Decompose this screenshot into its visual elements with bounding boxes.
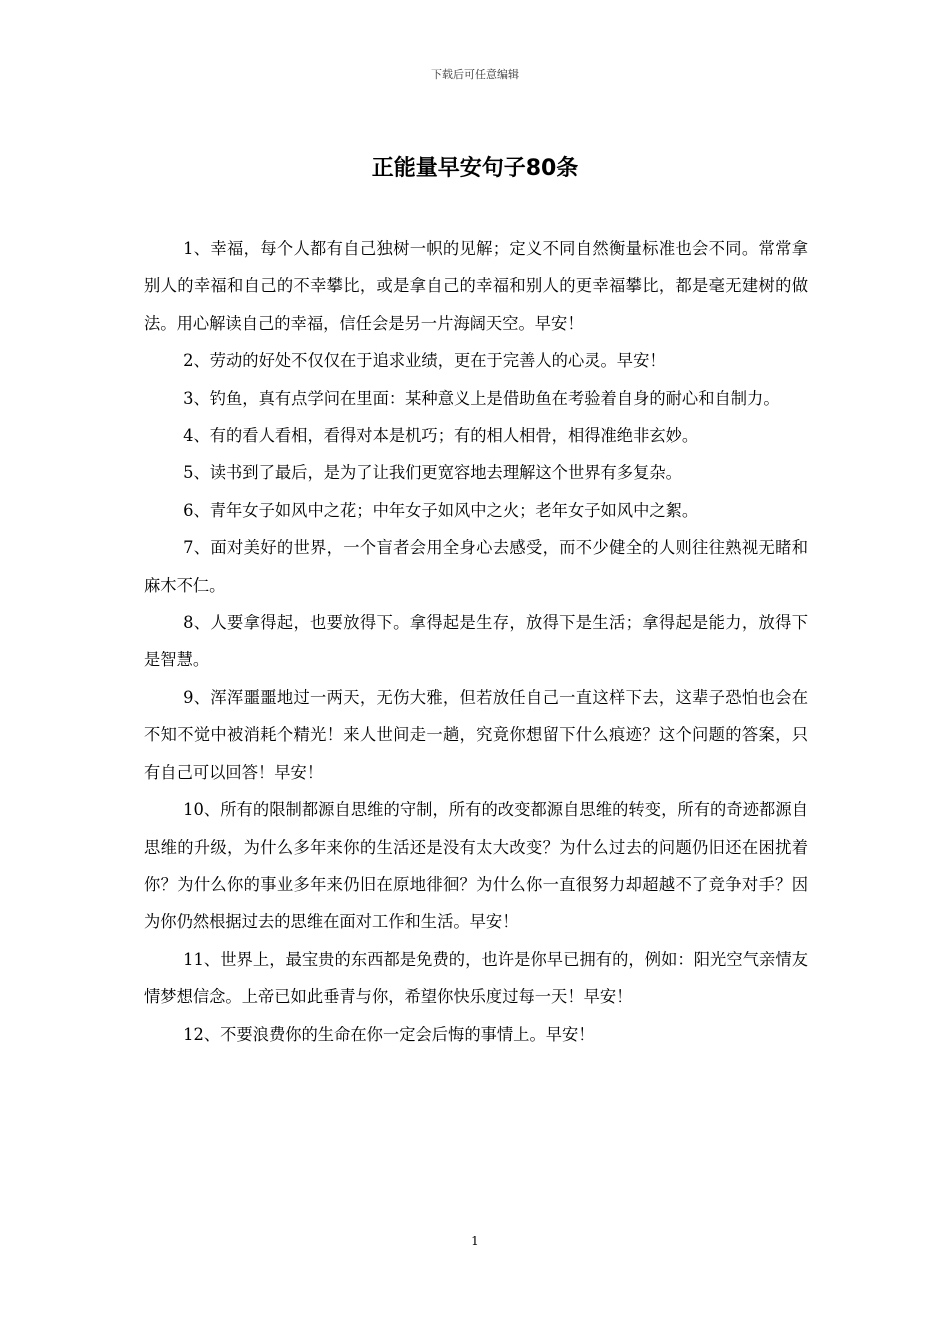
page-header: 下载后可任意编辑 [431, 68, 519, 81]
paragraph: 9、浑浑噩噩地过一两天，无伤大雅，但若放任自己一直这样下去，这辈子恐怕也会在不知不觉中被消耗个精光！来人世间走一趟，究竟你想留下什么痕迹？这个问题的答案，只有自己可以回答！早安！ [144, 687, 808, 782]
paragraph: 10、所有的限制都源自思维的守制，所有的改变都源自思维的转变，所有的奇迹都源自思维的升级，为什么多年来你的生活还是没有太大改变？为什么过去的问题仍旧还在困扰着你？为什么你的事业多年来仍旧在原地徘徊？为什么你一直很努力却超越不了竞争对手？因为你仍然根据过去的思维在面对工作和生活。早安！ [144, 800, 808, 932]
paragraph: 5、读书到了最后，是为了让我们更宽容地去理解这个世界有多复杂。 [183, 463, 682, 483]
page-title: 正能量早安句子80条 [371, 156, 579, 181]
paragraph: 6、青年女子如风中之花；中年女子如风中之火；老年女子如风中之絮。 [183, 500, 699, 520]
paragraph: 4、有的看人看相，看得对本是机巧；有的相人相骨，相得准绝非玄妙。 [183, 426, 699, 446]
paragraph: 7、面对美好的世界，一个盲者会用全身心去感受，而不少健全的人则往往熟视无睹和麻木不仁。 [144, 538, 808, 595]
paragraph: 1、幸福，每个人都有自己独树一帜的见解；定义不同自然衡量标准也会不同。常常拿别人的幸福和自己的不幸攀比，或是拿自己的幸福和别人的更幸福攀比，都是毫无建树的做法。用心解读自己的幸福，信任会是另一片海阔天空。早安！ [144, 239, 808, 333]
paragraph: 12、不要浪费你的生命在你一定会后悔的事情上。早安！ [183, 1024, 595, 1044]
page-number: 1 [471, 1234, 479, 1248]
paragraph: 2、劳动的好处不仅仅在于追求业绩，更在于完善人的心灵。早安！ [183, 351, 666, 371]
paragraph: 8、人要拿得起，也要放得下。拿得起是生存，放得下是生活；拿得起是能力，放得下是智慧。 [144, 613, 808, 670]
paragraph: 11、世界上，最宝贵的东西都是免费的，也许是你早已拥有的，例如：阳光空气亲情友情梦想信念。上帝已如此垂青与你，希望你快乐度过每一天！早安！ [144, 949, 808, 1007]
paragraph: 3、钓鱼，真有点学问在里面：某种意义上是借助鱼在考验着自身的耐心和自制力。 [183, 388, 780, 408]
document-body [144, 230, 808, 1053]
